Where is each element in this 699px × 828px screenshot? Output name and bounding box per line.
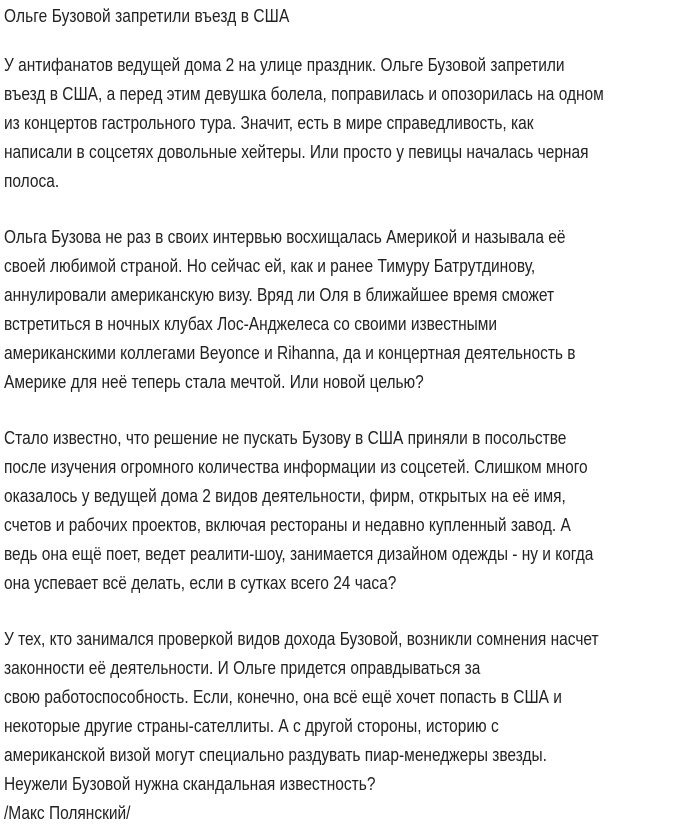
text-line: Америке для неё теперь стала мечтой. Или новой целью? [4,372,424,392]
text-line: въезд в США, а перед этим девушка болела, поправилась и опозорилась на одном [4,84,604,104]
text-line: американской визой могут специально раздувать пиар-менеджеры звезды. [4,745,547,765]
text-line: Ольга Бузова не раз в своих интервью восхищалась Америкой и называла её [4,227,566,247]
text-line: счетов и рабочих проектов, включая рестораны и недавно купленный завод. А [4,515,571,535]
text-line: Неужели Бузовой нужна скандальная известность? [4,774,376,794]
text-line: ведь она ещё поет, ведет реалити-шоу, занимается дизайном одежды - ну и когда [4,544,594,564]
text-line: У антифанатов ведущей дома 2 на улице праздник. Ольге Бузовой запретили [4,55,565,75]
text-line: своей любимой страной. Но сейчас ей, как и ранее Тимуру Батрутдинову, [4,256,536,276]
text-line: полоса. [4,171,60,191]
text-line: из концертов гастрольного тура. Значит, есть в мире справедливость, как [4,113,534,133]
author-signature: /Макс Полянский/ [4,803,131,823]
text-line: Стало известно, что решение не пускать Бузову в США приняли в посольстве [4,428,567,448]
article-title: Ольге Бузовой запретили въезд в США [4,6,290,26]
text-line: она успевает всё делать, если в сутках всего 24 часа? [4,573,397,593]
text-line: оказалось у ведущей дома 2 видов деятельности, фирм, открытых на её имя, [4,486,566,506]
text-line: американскими коллегами Beyonce и Rihanna, да и концертная деятельность в [4,343,576,363]
paragraph-america [4,223,602,397]
text-line: У тех, кто занимался проверкой видов дохода Бузовой, возникли сомнения насчет [4,629,599,649]
text-line: встретиться в ночных клубах Лос-Анджелеса со своими известными [4,314,498,334]
text-line: некоторые другие страны-сателлиты. А с другой стороны, историю с [4,716,499,736]
text-line: после изучения огромного количества информации из соцсетей. Слишком много [4,457,588,477]
paragraph-intro [4,51,602,196]
text-line: аннулировали американскую визу. Вряд ли Оля в ближайшее время сможет [4,285,555,305]
text-line: написали в соцсетях довольные хейтеры. Или просто у певицы началась черная [4,142,589,162]
text-line: законности её деятельности. И Ольге придется оправдываться за [4,658,481,678]
paragraph-embassy [4,424,602,598]
paragraph-conclusion [4,625,602,828]
text-line: свою работоспособность. Если, конечно, она всё ещё хочет попасть в США и [4,687,562,707]
